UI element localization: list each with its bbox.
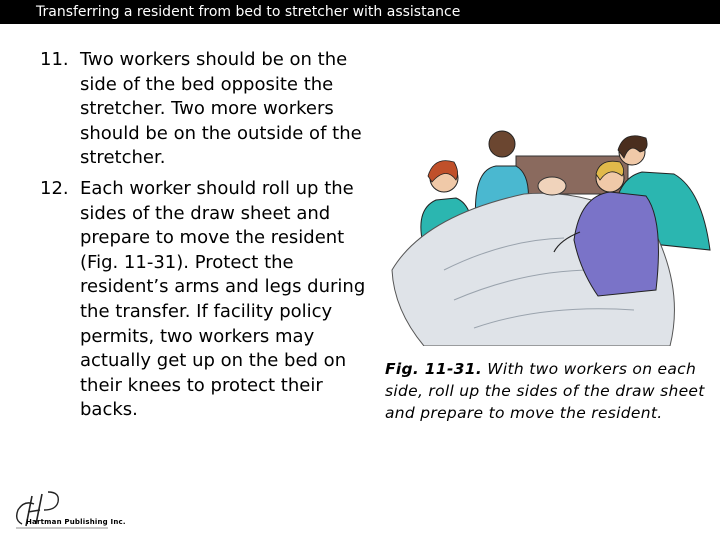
step-text: Each worker should roll up the sides of the draw sheet and prepare to move the resident (Fig. 11-31). Protect the resident’s arms and legs during the transfer. If facility policy permits, two workers may actually get up on the bed on their knees to protect their backs. (80, 177, 366, 421)
publisher-logo (8, 490, 126, 534)
caption-text: With two workers on each side, roll up the sides of the draw sheet and prepare to move the resident. (385, 360, 705, 422)
caption-label: Fig. 11-31. (385, 360, 483, 378)
publisher-name: Hartman Publishing Inc. (26, 518, 126, 526)
hp-monogram-icon (8, 490, 112, 534)
step-11 (40, 48, 380, 171)
procedure-steps (40, 48, 380, 429)
step-number: 12. (40, 177, 69, 199)
illustration-drawing (384, 120, 720, 346)
title-bar (0, 0, 720, 24)
slide-title: Transferring a resident from bed to stretcher with assistance (36, 4, 461, 20)
transfer-illustration (384, 120, 720, 346)
step-text: Two workers should be on the side of the bed opposite the stretcher. Two more workers should be on the outside of the stretcher. (80, 49, 362, 169)
figure-caption (385, 358, 715, 424)
step-12 (40, 177, 380, 423)
worker-head (489, 131, 515, 157)
step-number: 11. (40, 49, 69, 70)
resident-head (538, 177, 566, 195)
